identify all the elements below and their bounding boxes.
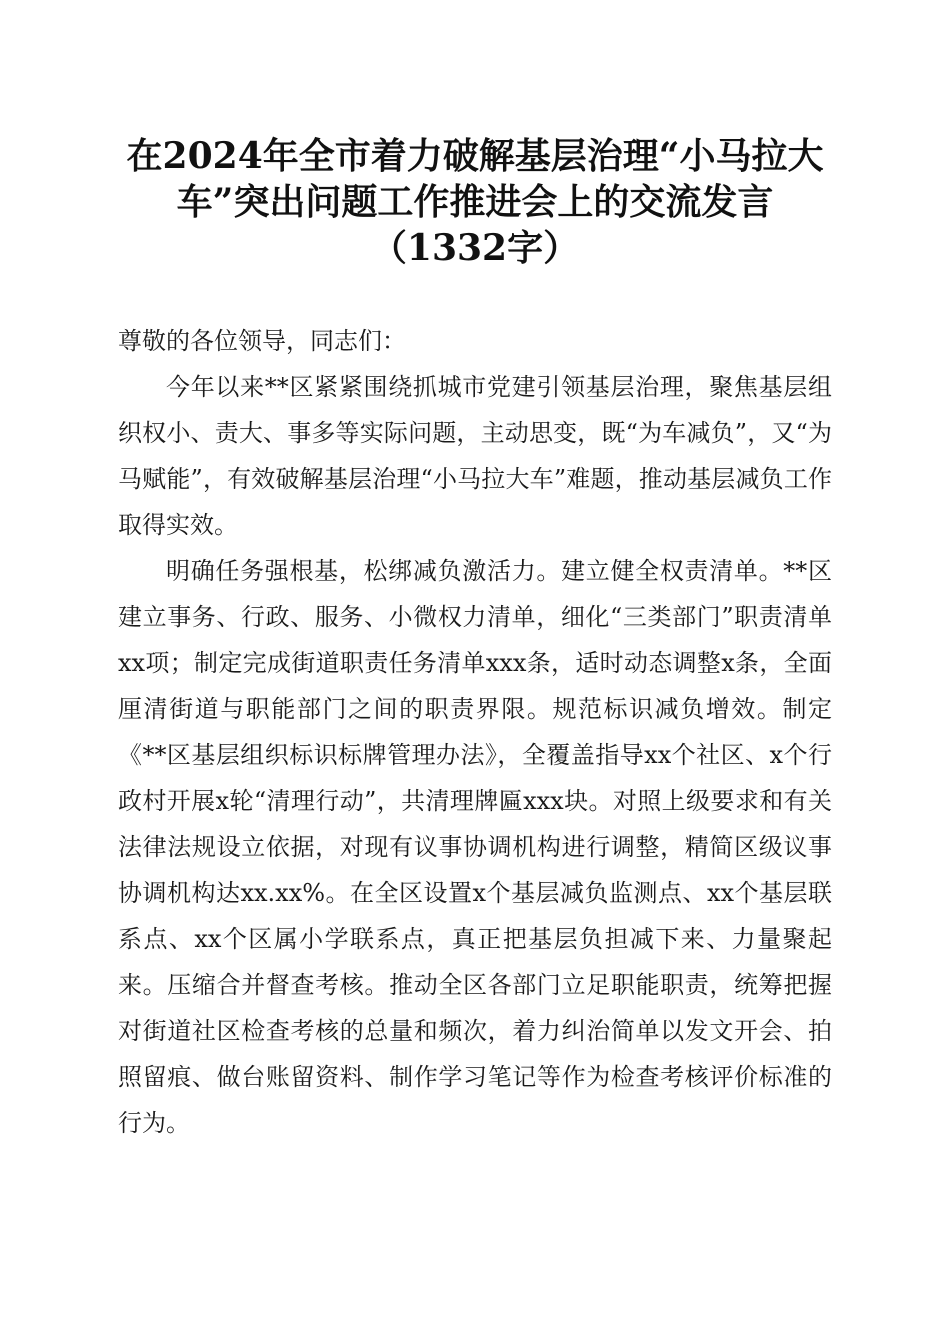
document-title: 在2024年全市着力破解基层治理“小马拉大车”突出问题工作推进会上的交流发言（1332字） bbox=[126, 135, 824, 269]
paragraph-intro: 今年以来**区紧紧围绕抓城市党建引领基层治理，聚焦基层组织权小、责大、事多等实际问题，主动思变，既“为车减负”，又“为马赋能”，有效破解基层治理“小马拉大车”难题，推动基层减负工作取得实效。 bbox=[118, 373, 832, 539]
salutation: 尊敬的各位领导，同志们： bbox=[118, 327, 406, 355]
paragraph-tasks: 明确任务强根基，松绑减负激活力。建立健全权责清单。**区建立事务、行政、服务、小微权力清单，细化“三类部门”职责清单xx项；制定完成街道职责任务清单xxx条，适时动态调整x条，全面厘清街道与职能部门之间的职责界限。规范标识减负增效。制定《**区基层组织标识标牌管理办法》，全覆盖指导xx个社区、x个行政村开展x轮“清理行动”，共清理牌匾xxx块。对照上级要求和有关法律法规设立依据，对现有议事协调机构进行调整，精简区级议事协调机构达xx.xx%。在全区设置x个基层减负监测点、xx个基层联系点、xx个区属小学联系点，真正把基层负担减下来、力量聚起来。压缩合并督查考核。推动全区各部门立足职能职责，统筹把握对街道社区检查考核的总量和频次，着力纠治简单以发文开会、拍照留痕、做台账留资料、制作学习笔记等作为检查考核评价标准的行为。 bbox=[118, 557, 832, 1137]
document-body bbox=[118, 318, 832, 1146]
